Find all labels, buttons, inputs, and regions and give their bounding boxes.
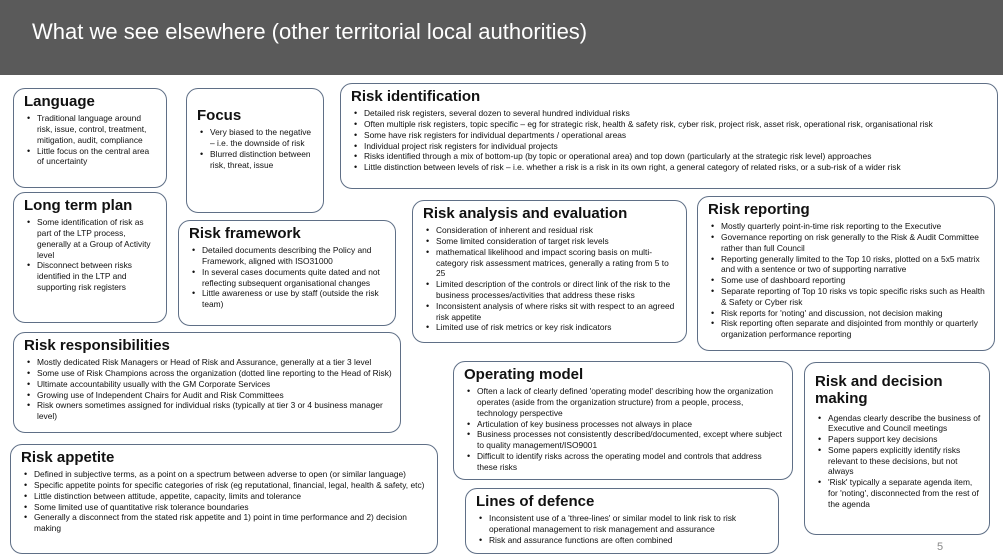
card-title: Risk analysis and evaluation — [423, 205, 628, 222]
bullet-list — [24, 113, 158, 167]
list-item: • In several cases documents quite dated and not reflecting subsequent organisational changes — [202, 267, 387, 289]
list-item: • Individual project risk registers for individual projects — [364, 141, 989, 152]
card-risk-responsibilities — [13, 332, 401, 433]
list-item: • Blurred distinction between risk, threat, issue — [210, 149, 315, 171]
bullet-list — [708, 221, 986, 340]
card-language — [13, 88, 167, 188]
card-focus — [186, 88, 324, 213]
list-item: • Risks identified through a mix of bottom-up (by topic or operational area) and top down (particularly at the strategic risk level) approaches — [364, 151, 989, 162]
bullet-list — [815, 413, 981, 510]
list-item: • Traditional language around risk, issue, control, treatment, mitigation, audit, compliance — [37, 113, 158, 145]
list-item: • Often a lack of clearly defined 'operating model' describing how the organization operates (aside from the organization structure) from a people, process, technology perspective — [477, 386, 784, 418]
card-title: Language — [24, 93, 95, 110]
list-item: • Little awareness or use by staff (outside the risk team) — [202, 288, 387, 310]
card-title: Lines of defence — [476, 493, 595, 510]
list-item: • Detailed risk registers, several dozen to several hundred individual risks — [364, 108, 989, 119]
list-item: • Very biased to the negative – i.e. the downside of risk — [210, 127, 315, 149]
list-item: • Little focus on the central area of uncertainty — [37, 146, 158, 168]
bullet-list — [464, 386, 784, 472]
bullet-list — [423, 225, 678, 333]
list-item: • Generally a disconnect from the stated risk appetite and 1) point in time performance and 2) decision making — [34, 512, 429, 534]
card-operating-model — [453, 361, 793, 480]
card-title: Focus — [197, 107, 242, 124]
list-item: • Agendas clearly describe the business of Executive and Council meetings — [828, 413, 981, 435]
bullet-list — [24, 357, 392, 422]
list-item: • Inconsistent analysis of where risks sit with respect to an agreed risk appetite — [436, 301, 678, 323]
card-title: Risk and decision making — [815, 373, 943, 408]
card-title: Risk responsibilities — [24, 337, 170, 354]
list-item: • Ultimate accountability usually with the GM Corporate Services — [37, 379, 392, 390]
bullet-list — [21, 469, 429, 534]
list-item: • Specific appetite points for specific categories of risk (eg reputational, financial, legal, health & safety, etc) — [34, 480, 429, 491]
list-item: • Some papers explicitly identify risks relevant to these decisions, but not always — [828, 445, 981, 477]
card-lines-of-defence — [465, 488, 779, 554]
card-risk-identification — [340, 83, 998, 189]
list-item: • Governance reporting on risk generally to the Risk & Audit Committee rather than full Council — [721, 232, 986, 254]
bullet-list — [351, 108, 989, 173]
list-item: • Risk reports for 'noting' and discussion, not decision making — [721, 308, 986, 319]
card-risk-appetite — [10, 444, 438, 554]
card-title: Risk appetite — [21, 449, 115, 466]
title-bar — [0, 0, 1003, 75]
list-item: • Some limited consideration of target risk levels — [436, 236, 678, 247]
card-risk-analysis — [412, 200, 687, 343]
list-item: • Papers support key decisions — [828, 434, 981, 445]
card-title: Risk framework — [189, 225, 301, 242]
bullet-list — [24, 217, 158, 293]
list-item: • Articulation of key business processes not always in place — [477, 419, 784, 430]
list-item: • Often multiple risk registers, topic specific – eg for strategic risk, health & safety risk, cyber risk, project risk, asset risk, operational risk, organisational risk — [364, 119, 989, 130]
list-item: • Growing use of Independent Chairs for Audit and Risk Committees — [37, 390, 392, 401]
list-item: • mathematical likelihood and impact scoring basis on multi-category risk assessment matrices, generally a rating from 5 to 25 — [436, 247, 678, 279]
list-item: • Risk owners sometimes assigned for individual risks (typically at tier 3 or 4 business manager level) — [37, 400, 392, 422]
list-item: • Risk reporting often separate and disjointed from monthly or quarterly organization performance reporting — [721, 318, 986, 340]
list-item: • Some identification of risk as part of the LTP process, generally at a Group of Activity level — [37, 217, 158, 260]
list-item: • Mostly dedicated Risk Managers or Head of Risk and Assurance, generally at a tier 3 level — [37, 357, 392, 368]
list-item: • Little distinction between levels of risk – i.e. whether a risk is a risk in its own right, a general category of related risks, or a sub-risk of a wider risk — [364, 162, 989, 173]
card-title: Long term plan — [24, 197, 133, 214]
bullet-list — [189, 245, 387, 310]
list-item: • Difficult to identify risks across the operating model and controls that address these risks — [477, 451, 784, 473]
list-item: • Reporting generally limited to the Top 10 risks, plotted on a 5x5 matrix and with a sentence or two of supporting narrative — [721, 254, 986, 276]
card-long-term-plan — [13, 192, 167, 323]
list-item: • Defined in subjective terms, as a point on a spectrum between adverse to open (or similar language) — [34, 469, 429, 480]
list-item: • Some limited use of quantitative risk tolerance boundaries — [34, 502, 429, 513]
list-item: • Inconsistent use of a 'three-lines' or similar model to link risk to risk operational management to risk management and assurance — [489, 513, 770, 535]
list-item: • Detailed documents describing the Policy and Framework, aligned with ISO31000 — [202, 245, 387, 267]
list-item: • Separate reporting of Top 10 risks vs topic specific risks such as Health & Safety or Cyber risk — [721, 286, 986, 308]
list-item: • Limited description of the controls or direct link of the risk to the business processes/activities that address these risks — [436, 279, 678, 301]
list-item: • Some have risk registers for individual departments / operational areas — [364, 130, 989, 141]
page-number: 5 — [937, 541, 944, 553]
bullet-list — [476, 513, 770, 545]
list-item: • Risk and assurance functions are often combined — [489, 535, 770, 546]
list-item: • Some use of dashboard reporting — [721, 275, 986, 286]
list-item: • Mostly quarterly point-in-time risk reporting to the Executive — [721, 221, 986, 232]
slide-title: What we see elsewhere (other territorial local authorities) — [32, 19, 588, 44]
list-item: • Disconnect between risks identified in the LTP and supporting risk registers — [37, 260, 158, 292]
bullet-list — [197, 127, 315, 170]
list-item: • Limited use of risk metrics or key risk indicators — [436, 322, 678, 333]
list-item: • Little distinction between attitude, appetite, capacity, limits and tolerance — [34, 491, 429, 502]
list-item: • Some use of Risk Champions across the organization (dotted line reporting to the Head of Risk) — [37, 368, 392, 379]
list-item: • 'Risk' typically a separate agenda item, for 'noting', disconnected from the rest of the agenda — [828, 477, 981, 509]
list-item: • Business processes not consistently described/documented, except where subject to quality management/ISO9001 — [477, 429, 784, 451]
card-title: Operating model — [464, 366, 584, 383]
card-risk-reporting — [697, 196, 995, 351]
card-title: Risk identification — [351, 88, 481, 105]
card-risk-decision-making — [804, 362, 990, 535]
list-item: • Consideration of inherent and residual risk — [436, 225, 678, 236]
card-risk-framework — [178, 220, 396, 326]
card-title: Risk reporting — [708, 201, 810, 218]
